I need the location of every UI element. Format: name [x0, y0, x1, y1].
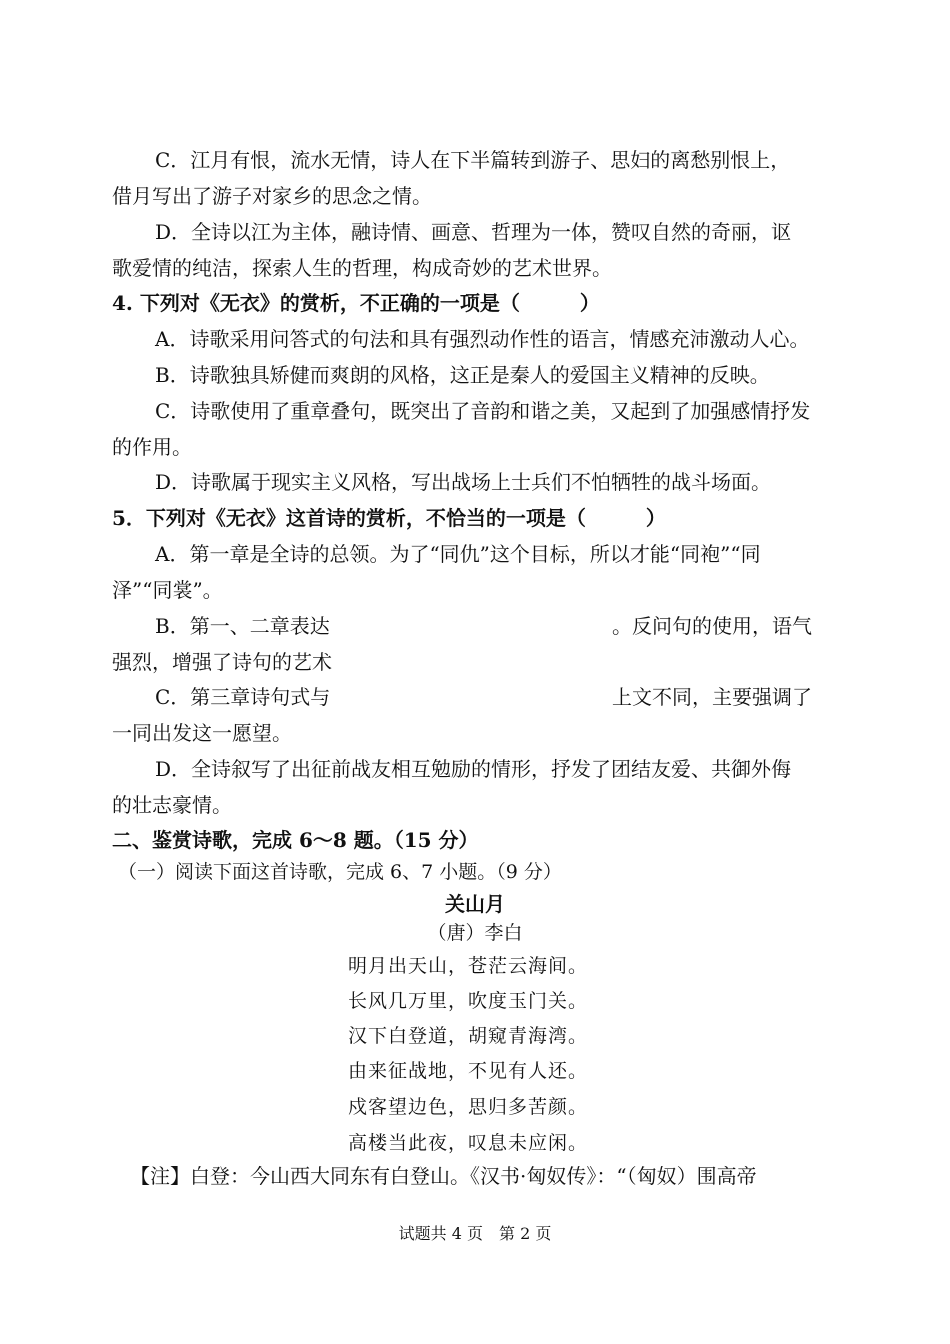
q4-option-c-line2: 的作用。 [112, 435, 192, 459]
poem-author: （唐）李白 [427, 922, 523, 944]
poem-line-1: 明月出天山，苍茫云海间。 [348, 955, 589, 977]
poem-line-2: 长风几万里，吹度玉门关。 [348, 990, 589, 1012]
q3-option-c-line1: C．江月有恨，流水无情，诗人在下半篇转到游子、思妇的离愁别恨上， [155, 148, 791, 172]
q4-stem: 4. 下列对《无衣》的赏析，不正确的一项是（ ） [112, 291, 600, 315]
poem-line-3: 汉下白登道，胡窥青海湾。 [348, 1025, 589, 1047]
q5-option-b-line2: 强烈，增强了诗句的艺术 [112, 650, 332, 674]
q3-option-d-line2: 歌爱情的纯洁，探索人生的哲理，构成奇妙的艺术世界。 [112, 256, 612, 280]
section2-subheading: （一）阅读下面这首诗歌，完成 6、7 小题。（9 分） [118, 861, 562, 883]
q4-option-a: A．诗歌采用问答式的句法和具有强烈动作性的语言，情感充沛激动人心。 [155, 327, 810, 351]
q4-option-c-line1: C．诗歌使用了重章叠句，既突出了音韵和谐之美，又起到了加强感情抒发 [155, 399, 811, 423]
poem-line-5: 戍客望边色，思归多苦颜。 [348, 1096, 589, 1118]
q4-option-b: B．诗歌独具矫健而爽朗的风格，这正是秦人的爱国主义精神的反映。 [155, 363, 770, 387]
poem-line-4: 由来征战地，不见有人还。 [348, 1060, 589, 1082]
q5-option-a-line2: 泽”“同裳”。 [112, 578, 223, 602]
q3-option-c-line2: 借月写出了游子对家乡的思念之情。 [112, 184, 432, 208]
poem-note: 【注】白登：今山西大同东有白登山。《汉书·匈奴传》：“（匈奴）围高帝 [130, 1164, 757, 1188]
q5-option-c-line1-right: 上文不同，主要强调了 [612, 685, 812, 709]
q4-option-d: D．诗歌属于现实主义风格，写出战场上士兵们不怕牺牲的战斗场面。 [155, 470, 772, 494]
q5-stem: 5．下列对《无衣》这首诗的赏析，不恰当的一项是（ ） [112, 506, 666, 530]
q3-option-d-line1: D．全诗以江为主体，融诗情、画意、哲理为一体，赞叹自然的奇丽，讴 [155, 220, 792, 244]
q5-option-d-line1: D．全诗叙写了出征前战友相互勉励的情形，抒发了团结友爱、共御外侮 [155, 757, 792, 781]
section2-heading: 二、鉴赏诗歌，完成 6～8 题。（15 分） [112, 828, 479, 852]
q5-option-c-line1-left: C．第三章诗句式与 [155, 685, 331, 709]
q5-option-b-line1-right: 。反问句的使用，语气 [612, 614, 812, 638]
q5-option-d-line2: 的壮志豪情。 [112, 793, 232, 817]
poem-title: 关山月 [445, 892, 505, 916]
q5-option-a-line1: A．第一章是全诗的总领。为了“同仇”这个目标，所以才能“同袍”“同 [155, 542, 761, 566]
q5-option-c-line2: 一同出发这一愿望。 [112, 721, 292, 745]
page-footer: 试题共 4 页 第 2 页 [398, 1224, 552, 1243]
q5-option-b-line1-left: B．第一、二章表达 [155, 614, 330, 638]
poem-line-6: 高楼当此夜，叹息未应闲。 [348, 1132, 589, 1154]
